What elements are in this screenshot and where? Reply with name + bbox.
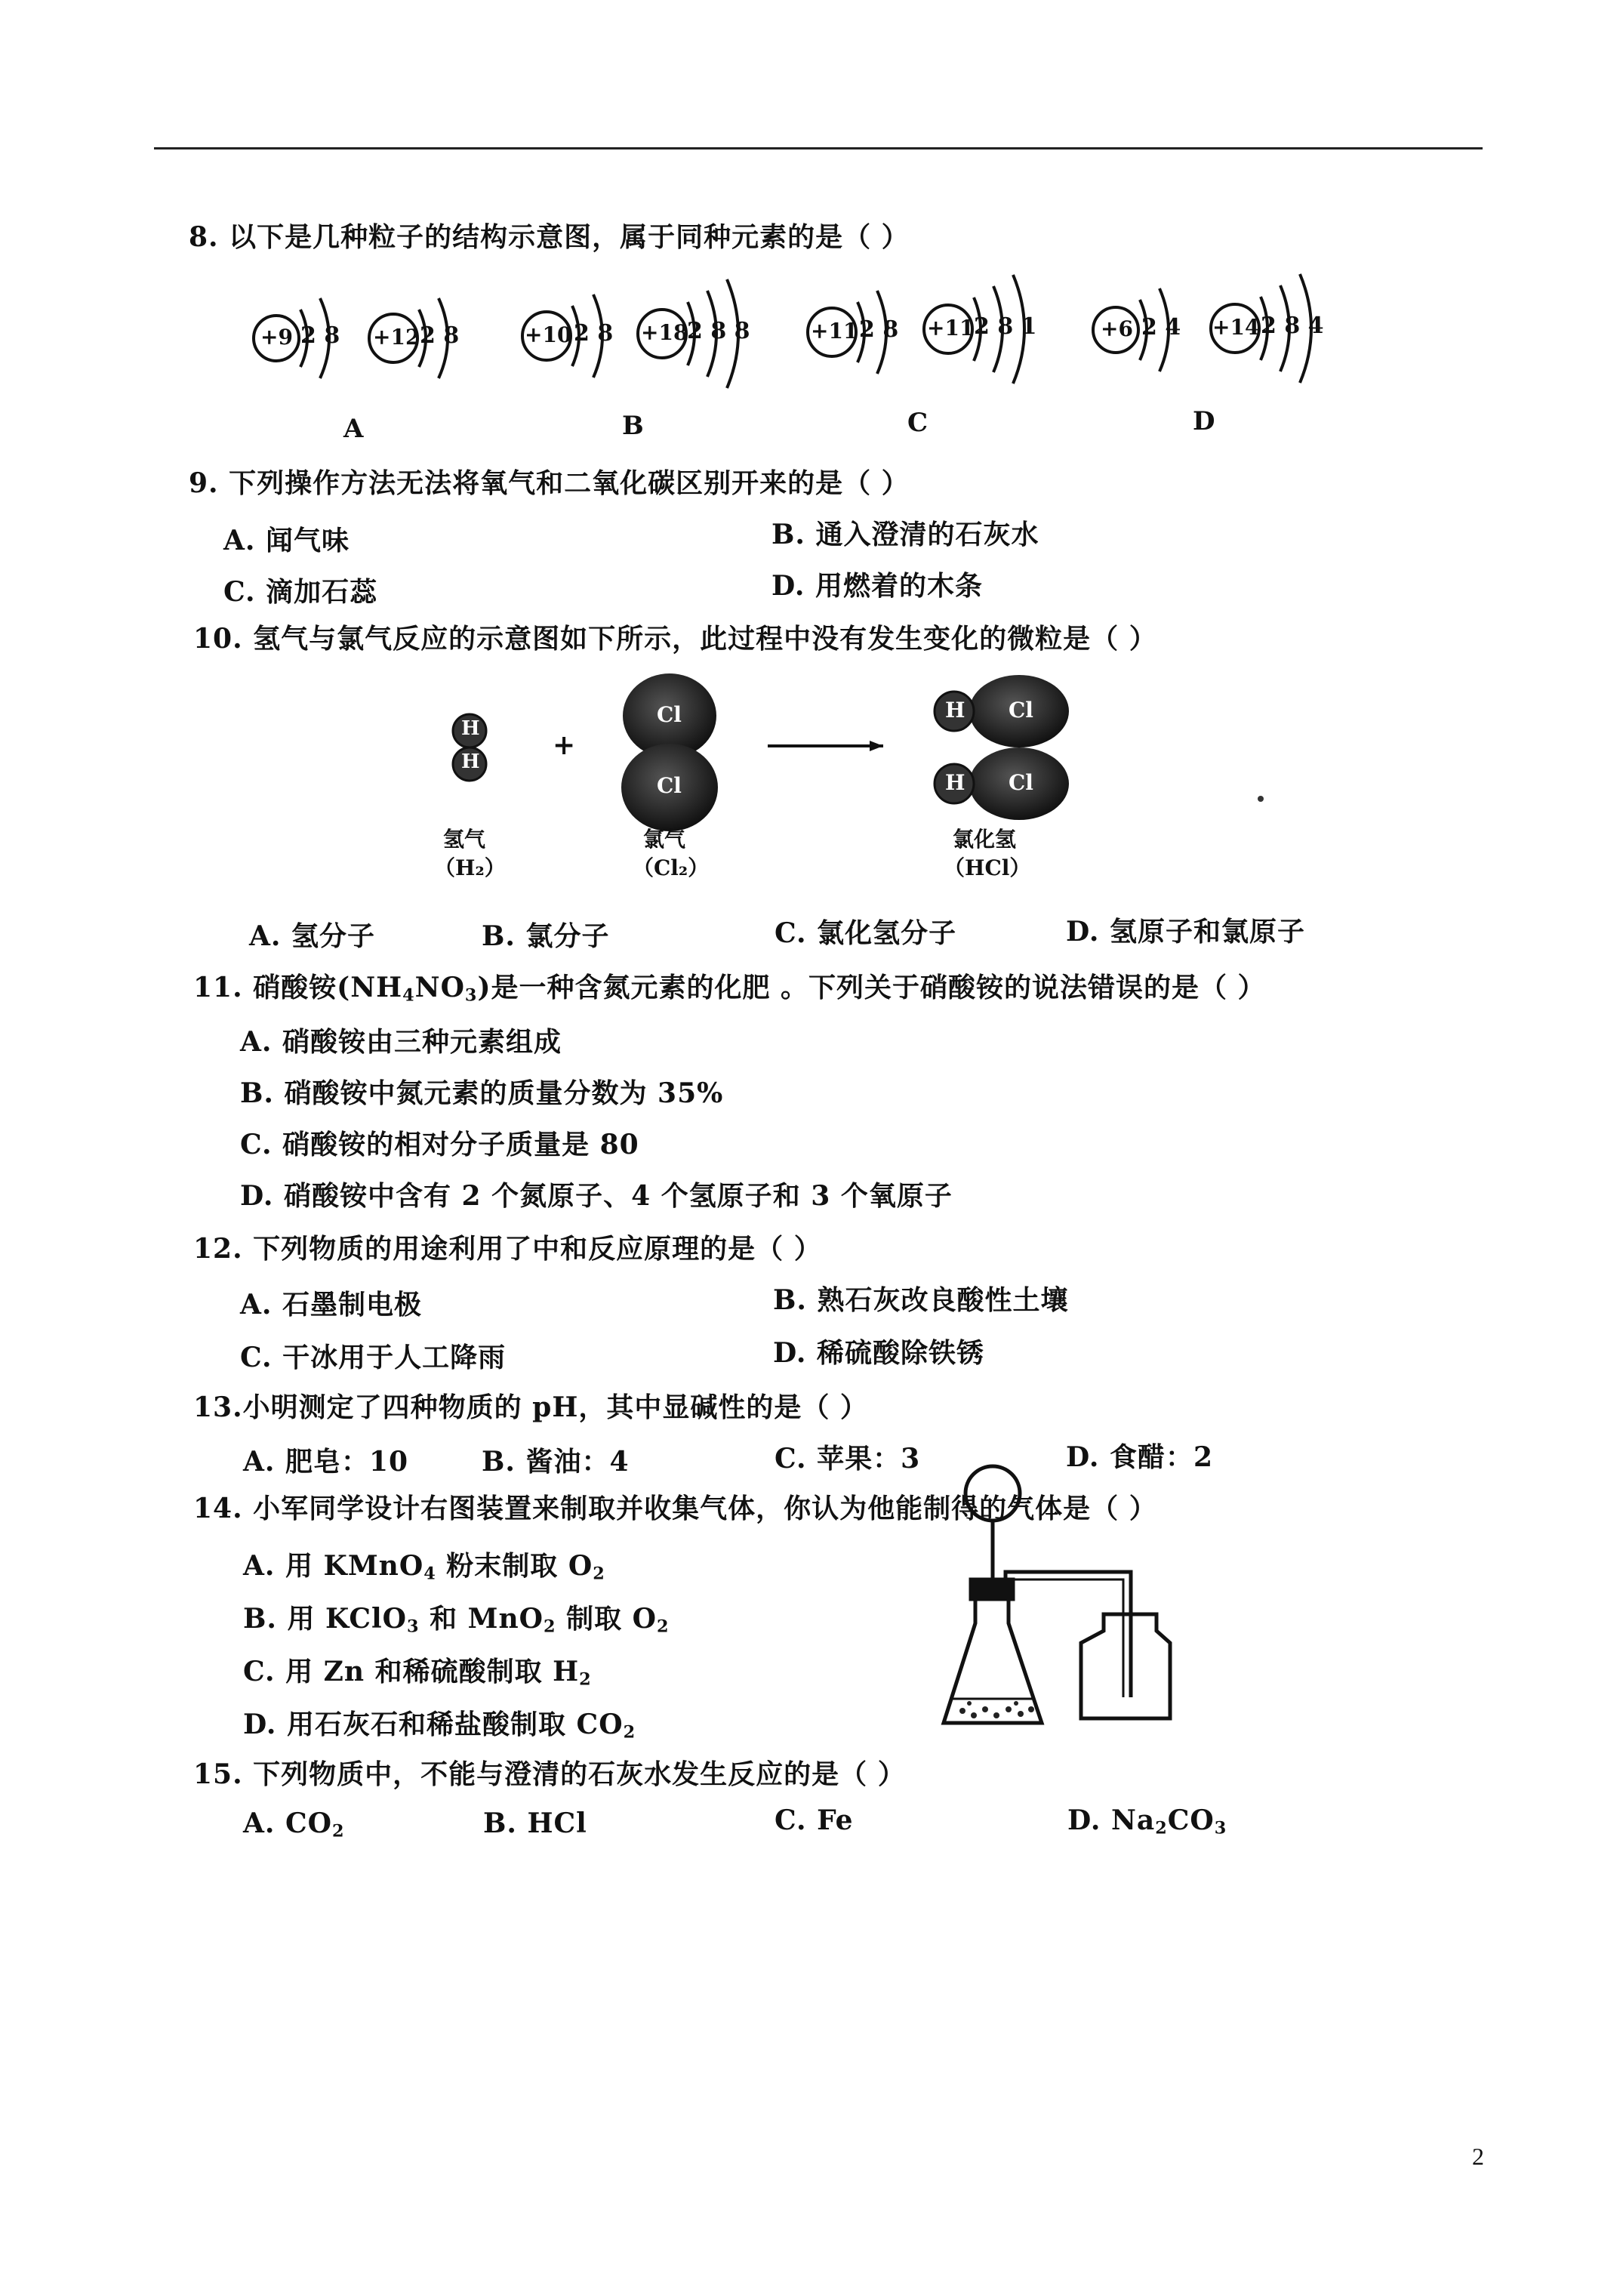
cl-atom-label: Cl [657,773,682,798]
q15-stem: 15. 下列物质中，不能与澄清的石灰水发生反应的是（ ） [193,1758,906,1790]
h-atom-label: H [945,698,965,723]
q8-nucleus-label: +9 [260,325,293,350]
cl2-formula: （Cl₂） [633,855,710,880]
hcl-formula: （HCl） [944,855,1031,880]
q8-shell-label: 2 4 [1141,314,1181,341]
q15-option-b: B. HCl [483,1808,587,1839]
q9-option-a: A. 闻气味 [223,525,350,556]
q8-option-b-label: B [622,411,644,441]
h-atom-label: H [461,717,480,740]
q8-option-a-label: A [343,414,364,444]
separatory-funnel [965,1466,1020,1521]
q13-option-a: A. 肥皂：10 [243,1446,409,1478]
q12-option-a: A. 石墨制电极 [240,1289,422,1321]
cl-atom-label: Cl [1009,770,1033,795]
q12-option-d: D. 稀硫酸除铁锈 [773,1337,985,1369]
q8-shell-label: 2 8 [574,320,614,347]
q8-nucleus-label: +12 [373,325,420,350]
q8-shell-label: 2 8 8 [687,318,750,344]
q10-option-a: A. 氢分子 [249,920,375,952]
hcl-name: 氯化氢 [953,827,1017,852]
q8-stem: 8. 以下是几种粒子的结构示意图，属于同种元素的是（ ） [189,221,910,253]
q8-nucleus-label: +6 [1101,316,1133,341]
q15-option-c: C. Fe [775,1804,854,1836]
q14-option-b: B. 用 KClO$_3$ 和 MnO$_2$ 制取 $O_2$ [243,1603,670,1637]
gas-collection-bottle [1081,1614,1170,1718]
q13-option-d: D. 食醋：2 [1066,1441,1214,1473]
h-atom-label: H [461,750,480,773]
q15-option-d: D. $Na_2CO_3$ [1067,1804,1227,1838]
q9-option-c: C. 滴加石蕊 [223,576,378,608]
q9-stem: 9. 下列操作方法无法将氧气和二氧化碳区别开来的是（ ） [189,467,910,499]
q8-shell-label: 2 8 [300,322,340,349]
q14-stem: 14. 小军同学设计右图装置来制取并收集气体，你认为他能制得的气体是（ ） [193,1493,1157,1524]
q11-option-c: C. 硝酸铵的相对分子质量是 80 [240,1129,639,1160]
q9-option-d: D. 用燃着的木条 [771,570,984,602]
h2-formula: （H₂） [434,855,506,880]
q11-option-b: B. 硝酸铵中氮元素的质量分数为 35% [240,1077,724,1109]
q8-shell-label: 2 8 [420,322,460,349]
q8-nucleus-label: +14 [1212,315,1260,340]
q15-option-a: A. $CO_2$ [243,1808,345,1841]
q8-nucleus-label: +11 [927,316,975,341]
h2-name: 氢气 [443,827,486,852]
q13-option-c: C. 苹果：3 [775,1443,921,1475]
q14-option-a: A. 用 KMnO$_4$ 粉末制取 $O_2$ [243,1550,605,1584]
q10-option-d: D. 氢原子和氯原子 [1066,916,1306,948]
q10-stem: 10. 氢气与氯气反应的示意图如下所示，此过程中没有发生变化的微粒是（ ） [193,623,1157,655]
q8-shell-label: 2 8 4 [1261,313,1324,339]
cl2-name: 氯气 [643,827,686,852]
q12-option-c: C. 干冰用于人工降雨 [240,1342,507,1373]
q10-option-c: C. 氯化氢分子 [775,917,957,949]
page-number: 2 [1472,2143,1484,2170]
q12-stem: 12. 下列物质的用途利用了中和反应原理的是（ ） [193,1233,822,1265]
q8-option-d-label: D [1193,406,1215,436]
cl-atom-label: Cl [1009,698,1033,723]
q8-nucleus-label: +10 [525,322,572,347]
cl-atom-label: Cl [657,702,682,727]
q11-option-d: D. 硝酸铵中含有 2 个氮原子、4 个氢原子和 3 个氧原子 [240,1180,953,1212]
q8-shell-label: 2 8 1 [974,313,1037,340]
q10-option-b: B. 氯分子 [482,920,610,952]
q8-nucleus-label: +11 [811,319,858,344]
q8-option-c-label: C [907,408,929,438]
conical-flask [944,1599,1042,1723]
q11-option-a: A. 硝酸铵由三种元素组成 [240,1026,562,1058]
q12-option-b: B. 熟石灰改良酸性土壤 [773,1284,1069,1316]
q14-option-d: D. 用石灰石和稀盐酸制取 $CO_2$ [243,1709,636,1743]
q8-nucleus-label: +18 [641,320,688,345]
q13-stem: 13.小明测定了四种物质的 pH，其中显碱性的是（ ） [193,1391,868,1423]
h-atom-label: H [945,770,965,795]
q8-shell-label: 2 8 [859,316,899,343]
q13-option-b: B. 酱油：4 [482,1446,630,1478]
plus-sign: + [553,729,576,761]
q9-option-b: B. 通入澄清的石灰水 [771,519,1039,550]
q14-option-c: C. 用 Zn 和稀硫酸制取 $H_2$ [243,1656,592,1690]
q11-stem: 11. 硝酸铵$(NH_4NO_3)$是一种含氮元素的化肥 。下列关于硝酸铵的说法错误的是（ ） [193,972,1266,1006]
